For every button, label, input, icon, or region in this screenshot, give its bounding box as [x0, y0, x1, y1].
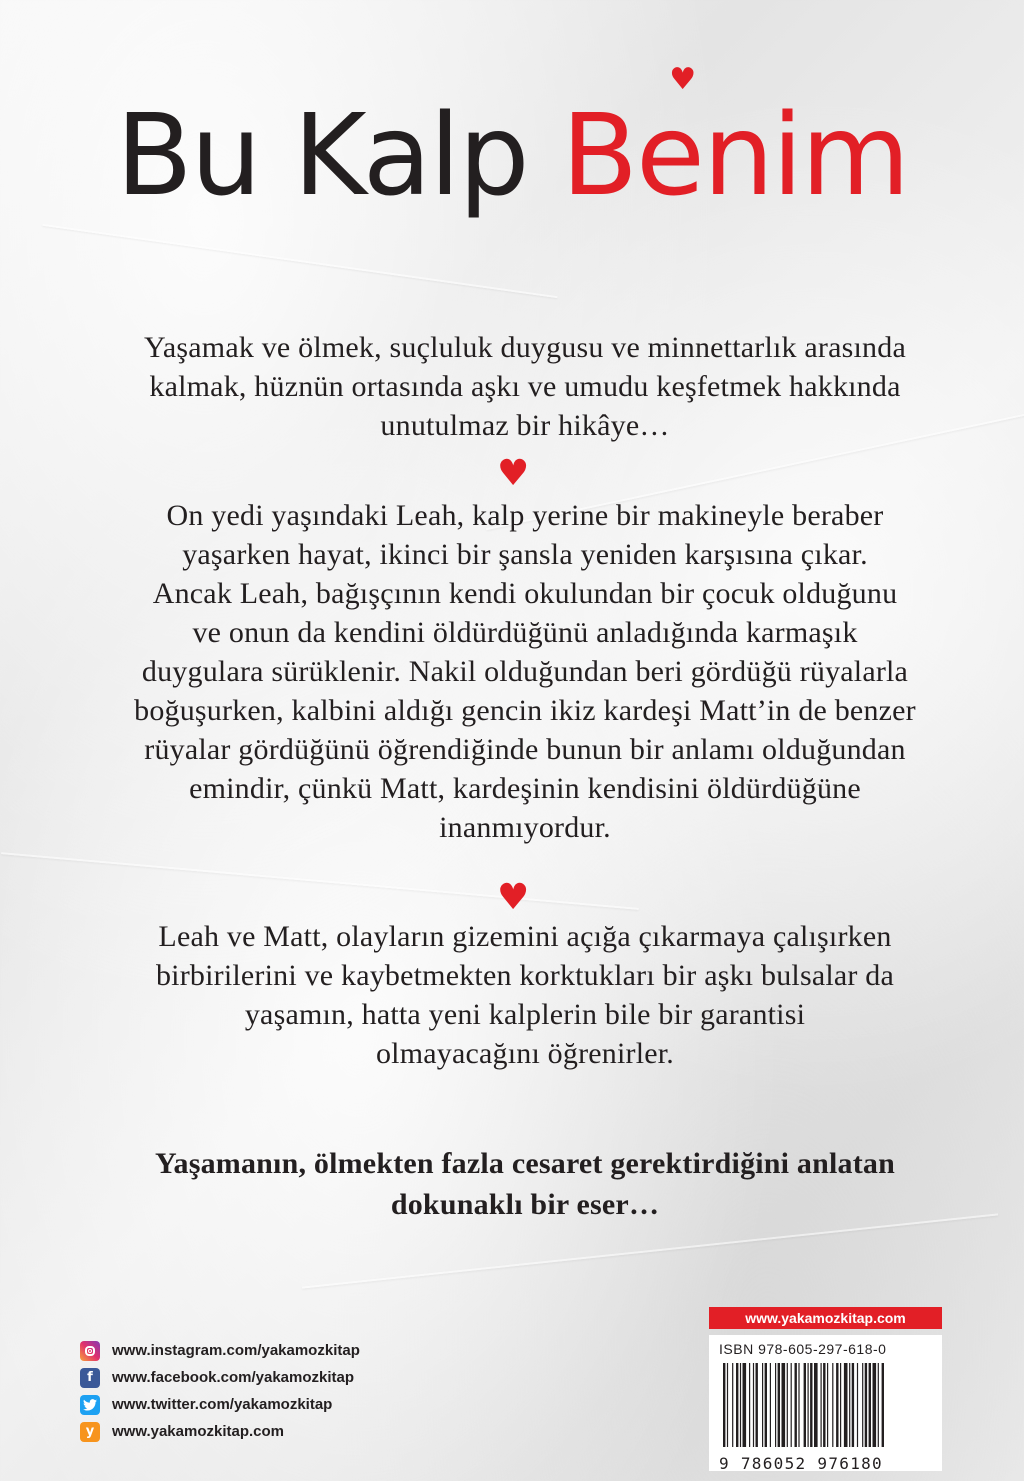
isbn-block	[709, 1307, 942, 1471]
social-links	[80, 1337, 360, 1445]
social-link-text[interactable]: www.twitter.com/yakamozkitap	[112, 1396, 333, 1413]
heart-divider-icon: ♥	[497, 877, 530, 918]
heart-divider-icon: ♥	[497, 453, 530, 494]
story-line: Ancak Leah, bağışçının kendi okulundan bir çocuk olduğunu	[152, 577, 898, 610]
story-paragraph	[95, 496, 955, 847]
story-line: emindir, çünkü Matt, kardeşinin kendisini öldürdüğüne	[189, 772, 861, 805]
barcode-bars	[719, 1363, 932, 1447]
story-line: yaşarken hayat, ikinci bir şansla yeniden karşısına çıkar.	[182, 538, 868, 571]
title-part-1: Bu Kalp	[115, 91, 528, 221]
story-line: duygulara sürüklenir. Nakil olduğundan beri gördüğü rüyalarla	[141, 655, 909, 688]
ending-paragraph	[95, 917, 955, 1073]
book-title	[0, 62, 1024, 221]
story-line: ve onun da kendini öldürdüğünü anladığında karmaşık	[192, 616, 858, 649]
story-line: boğuşurken, kalbini aldığı gencin ikiz kardeşi Matt’in de benzer	[134, 694, 916, 727]
title-part-2-text: Benim	[561, 91, 909, 221]
social-link-text[interactable]: www.facebook.com/yakamozkitap	[112, 1369, 355, 1386]
yakamoz-logo-icon: y	[80, 1422, 100, 1442]
twitter-icon	[80, 1395, 100, 1415]
intro-line: kalmak, hüznün ortasında aşkı ve umudu keşfetmek hakkında	[149, 370, 901, 403]
barcode-area	[709, 1335, 942, 1471]
intro-paragraph	[95, 328, 955, 445]
publisher-url-banner[interactable]: www.yakamozkitap.com	[709, 1307, 942, 1329]
story-line: inanmıyordur.	[439, 811, 611, 844]
barcode-digits: 9 786052 976180	[719, 1454, 883, 1473]
ending-line: olmayacağını öğrenirler.	[375, 1037, 675, 1070]
instagram-icon	[80, 1341, 100, 1361]
social-link-instagram[interactable]	[80, 1337, 360, 1364]
story-line: On yedi yaşındaki Leah, kalp yerine bir makineyle beraber	[166, 499, 884, 532]
intro-line: Yaşamak ve ölmek, suçluluk duygusu ve minnettarlık arasında	[144, 331, 906, 364]
ending-line: yaşamın, hatta yeni kalplerin bile bir garantisi	[244, 998, 806, 1031]
tagline-line: Yaşamanın, ölmekten fazla cesaret gerektirdiğini anlatan	[154, 1147, 896, 1180]
intro-line: unutulmaz bir hikâye…	[380, 409, 670, 442]
story-line: rüyalar gördüğünü öğrendiğinde bunun bir anlamı olduğundan	[144, 733, 906, 766]
title-part-2	[561, 62, 909, 221]
tagline-line: dokunaklı bir eser…	[390, 1188, 660, 1221]
facebook-icon: f	[80, 1368, 100, 1388]
ending-line: birbirilerini ve kaybetmekten korktukları bir aşkı bulsalar da	[155, 959, 894, 992]
tagline	[95, 1143, 955, 1225]
ending-line: Leah ve Matt, olayların gizemini açığa çıkarmaya çalışırken	[158, 920, 892, 953]
social-link-website[interactable]	[80, 1418, 360, 1445]
title-heart-icon: ♥	[669, 62, 695, 97]
social-link-twitter[interactable]	[80, 1391, 360, 1418]
isbn-number: ISBN 978-605-297-618-0	[719, 1341, 887, 1357]
social-link-facebook[interactable]	[80, 1364, 360, 1391]
social-link-text[interactable]: www.yakamozkitap.com	[112, 1423, 285, 1440]
social-link-text[interactable]: www.instagram.com/yakamozkitap	[112, 1342, 360, 1359]
